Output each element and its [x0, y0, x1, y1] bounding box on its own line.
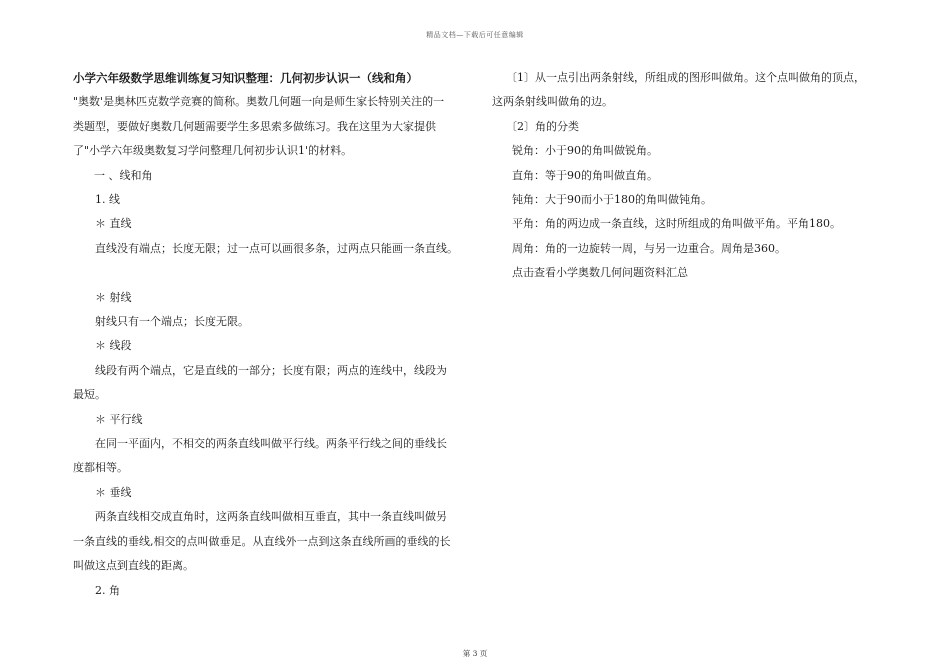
blank-line [73, 261, 468, 285]
subsection-lines: 1. 线 [95, 193, 120, 207]
full-angle-text: 周角：角的一边旋转一周，与另一边重合。周角是360。 [512, 241, 786, 255]
heading-segment: ＊ 线段 [95, 339, 132, 353]
text-segment-line-2: 最短。 [73, 388, 106, 402]
page-number: 第 3 页 [462, 649, 488, 658]
intro-line-1: "奥数'是奥林匹克数学竞赛的简称。奥数几何题一向是师生家长特别关注的一 [73, 95, 445, 109]
straight-angle-text: 平角：角的两边成一条直线，这时所组成的角叫做平角。平角180。 [512, 217, 841, 231]
subsection-angles: 2. 角 [95, 583, 120, 597]
acute-angle-text: 锐角：小于90的角叫做锐角。 [512, 144, 658, 158]
text-ray: 射线只有一个端点；长度无限。 [95, 315, 249, 329]
text-perpendicular-line-3: 叫做这点到直线的距离。 [73, 559, 194, 573]
angle-definition-line-1: 〔1〕从一点引出两条射线，所组成的图形叫做角。这个点叫做角的顶点， [506, 71, 865, 84]
section-lines-and-angles: 一 、线和角 [94, 168, 153, 182]
heading-straight-line: ＊ 直线 [95, 217, 132, 231]
left-column [73, 66, 468, 603]
text-perpendicular-line-1: 两条直线相交成直角时，这两条直线叫做相互垂直，其中一条直线叫做另 [95, 510, 447, 524]
text-segment-line-1: 线段有两个端点，它是直线的一部分；长度有限；两点的连线中，线段为 [95, 363, 447, 377]
resource-link[interactable]: 点击查看小学奥数几何问题资料汇总 [512, 266, 688, 280]
right-angle-text: 直角：等于90的角叫做直角。 [512, 168, 658, 182]
angle-classification-heading: 〔2〕角的分类 [506, 119, 579, 133]
text-parallel-line-1: 在同一平面内，不相交的两条直线叫做平行线。两条平行线之间的垂线长 [95, 437, 447, 451]
heading-perpendicular: ＊ 垂线 [95, 485, 132, 499]
text-perpendicular-line-2: 一条直线的垂线,相交的点叫做垂足。从直线外一点到这条直线所画的垂线的长 [73, 534, 451, 548]
obtuse-angle-text: 钝角：大于90而小于180的角叫做钝角。 [512, 193, 712, 207]
header-watermark: 精品文档—下载后可任意编辑 [426, 31, 524, 39]
heading-ray: ＊ 射线 [95, 290, 132, 304]
heading-parallel: ＊ 平行线 [95, 412, 143, 426]
text-parallel-line-2: 度都相等。 [73, 461, 128, 475]
text-straight-line: 直线没有端点；长度无限；过一点可以画很多条，过两点只能画一条直线。 [95, 241, 458, 255]
right-column [492, 66, 882, 286]
angle-definition-line-2: 这两条射线叫做角的边。 [492, 95, 613, 109]
intro-line-2: 类题型，要做好奥数几何题需要学生多思索多做练习。我在这里为大家提供 [73, 119, 436, 133]
document-title: 小学六年级数学思维训练复习知识整理：几何初步认识一（线和角） [73, 71, 418, 85]
intro-line-3: 了"小学六年级奥数复习学问整理几何初步认识1'的材料。 [73, 144, 353, 158]
